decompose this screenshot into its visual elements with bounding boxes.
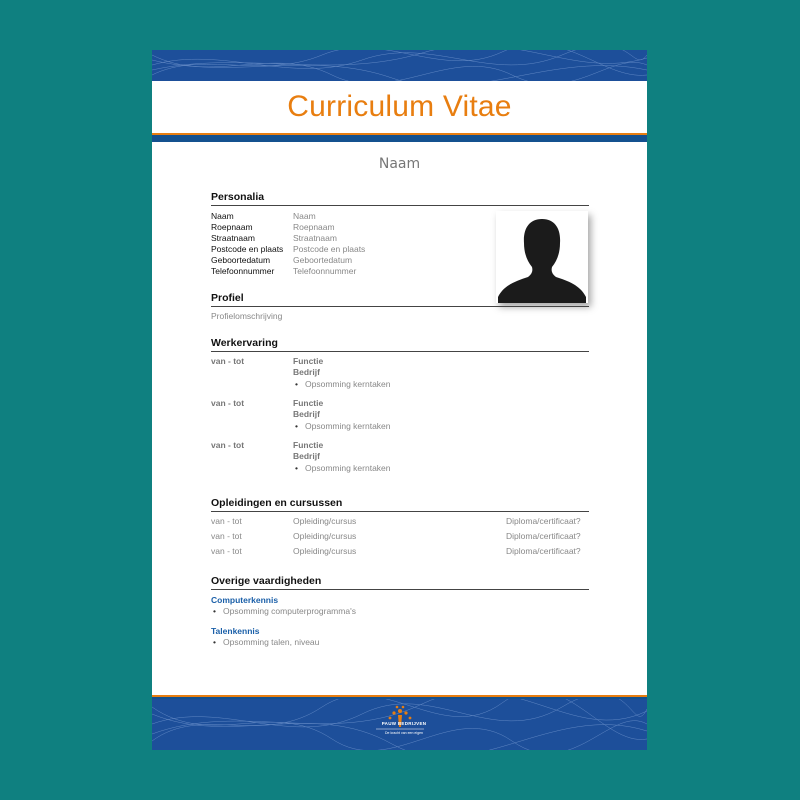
edu-course: Opleiding/cursus (293, 516, 357, 526)
work-task: • Opsomming kerntaken (305, 379, 391, 389)
work-period: van - tot (211, 398, 245, 408)
edu-period: van - tot (211, 531, 242, 541)
cv-title: Curriculum Vitae (287, 90, 512, 123)
werkervaring-heading: Werkervaring (211, 337, 589, 352)
work-function: Functie (293, 356, 324, 366)
field-label: Postcode en plaats (211, 244, 284, 254)
work-period: van - tot (211, 356, 245, 366)
work-task: • Opsomming kerntaken (305, 463, 391, 473)
opleidingen-heading: Opleidingen en cursussen (211, 497, 589, 512)
logo-tagline: De kracht van een eigen (385, 731, 423, 735)
field-value: Straatnaam (293, 233, 337, 243)
edu-course: Opleiding/cursus (293, 531, 357, 541)
edu-diploma: Diploma/certificaat? (506, 516, 581, 526)
edu-course: Opleiding/cursus (293, 546, 357, 556)
computerkennis-item: • Opsomming computerprogramma's (223, 606, 356, 616)
talenkennis-title: Talenkennis (211, 626, 260, 636)
title-area (152, 81, 647, 133)
field-value: Postcode en plaats (293, 244, 366, 254)
field-label: Straatnaam (211, 233, 255, 243)
company-logo (370, 701, 430, 741)
vaardigheden-heading: Overige vaardigheden (211, 575, 589, 590)
edu-diploma: Diploma/certificaat? (506, 546, 581, 556)
edu-period: van - tot (211, 546, 242, 556)
person-silhouette-icon (496, 211, 588, 303)
logo-text: PAUW BEDRIJVEN (381, 721, 427, 726)
work-company: Bedrijf (293, 451, 320, 461)
field-value: Roepnaam (293, 222, 335, 232)
work-function: Functie (293, 440, 324, 450)
edu-diploma: Diploma/certificaat? (506, 531, 581, 541)
talenkennis-item: • Opsomming talen, niveau (223, 637, 319, 647)
field-value: Naam (293, 211, 316, 221)
work-period: van - tot (211, 440, 245, 450)
field-label: Roepnaam (211, 222, 253, 232)
field-value: Telefoonnummer (293, 266, 357, 276)
work-company: Bedrijf (293, 409, 320, 419)
work-company: Bedrijf (293, 367, 320, 377)
candidate-name: Naam (378, 156, 421, 172)
wave-pattern (152, 50, 647, 81)
profile-description: Profielomschrijving (211, 311, 283, 321)
edu-period: van - tot (211, 516, 242, 526)
title-blue-bar (152, 135, 647, 142)
profiel-heading: Profiel (211, 292, 589, 307)
profile-photo-placeholder[interactable] (496, 211, 588, 303)
personalia-heading: Personalia (211, 191, 589, 206)
field-value: Geboortedatum (293, 255, 353, 265)
field-label: Geboortedatum (211, 255, 271, 265)
work-function: Functie (293, 398, 324, 408)
top-pattern-band (152, 50, 647, 81)
cv-page (152, 50, 647, 750)
computerkennis-title: Computerkennis (211, 595, 279, 605)
field-label: Telefoonnummer (211, 266, 275, 276)
field-label: Naam (211, 211, 234, 221)
work-task: • Opsomming kerntaken (305, 421, 391, 431)
